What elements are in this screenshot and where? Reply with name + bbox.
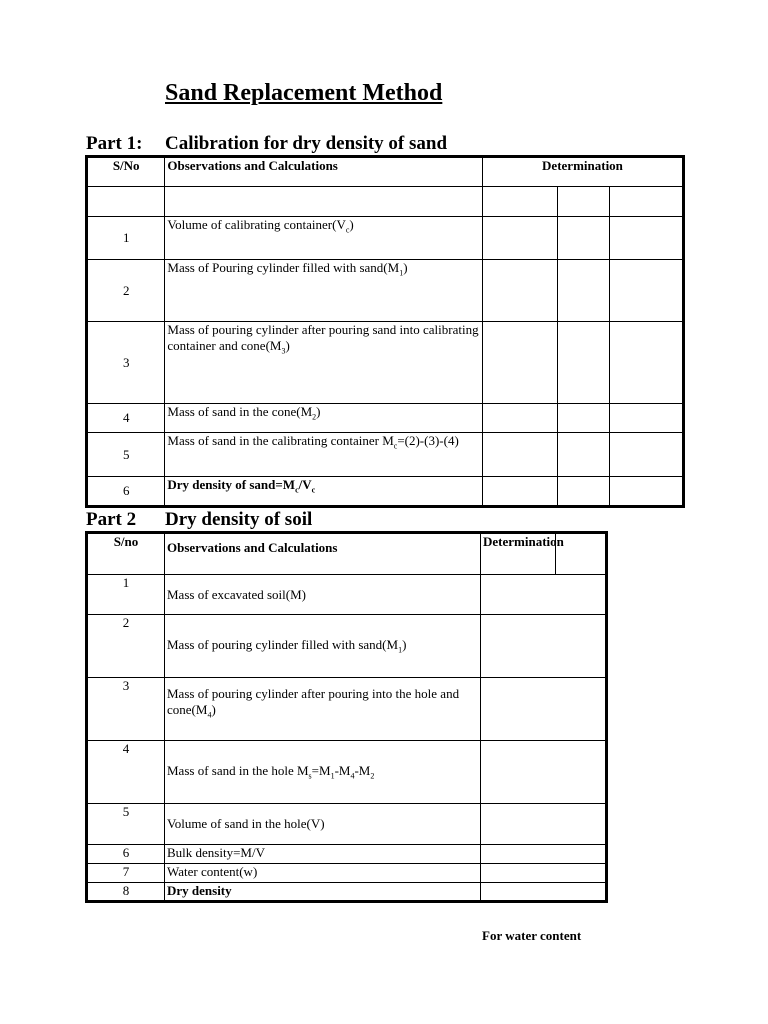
row-text: Volume of calibrating $container(V_c)$ xyxy=(165,217,483,260)
value-cell[interactable] xyxy=(609,217,683,260)
part2-heading xyxy=(86,509,686,533)
row-text: Mass of sand in the $cone(M_2)$ xyxy=(165,404,483,433)
value-cell[interactable] xyxy=(481,615,607,678)
table-row xyxy=(87,615,607,678)
header-sno: S/No xyxy=(87,157,165,187)
value-cell[interactable] xyxy=(482,433,557,477)
row-text: Mass of Pouring cylinder filled with $sand(M_1)$ xyxy=(165,260,483,322)
value-cell[interactable] xyxy=(481,883,607,902)
row-sno: 2 xyxy=(87,260,165,322)
value-cell[interactable] xyxy=(558,260,609,322)
row-text: Water content(w) xyxy=(165,864,481,883)
header-sno: S/no xyxy=(87,533,165,575)
part2-number: Part 2 xyxy=(86,509,137,530)
row-text: Mass of excavated soil(M) xyxy=(165,575,481,615)
row-sno: 6 xyxy=(87,845,165,864)
value-cell[interactable] xyxy=(609,260,683,322)
table-row xyxy=(87,741,607,804)
value-cell[interactable] xyxy=(558,477,609,507)
row-text: Mass of pouring cylinder filled with $sand(M_1)$ xyxy=(165,615,481,678)
header-observations: Observations and Calculations xyxy=(165,157,483,187)
value-cell[interactable] xyxy=(482,217,557,260)
blank-cell xyxy=(558,187,609,217)
header-observations: Observations and Calculations xyxy=(165,533,481,575)
value-cell[interactable] xyxy=(609,404,683,433)
row-text: Mass of pouring cylinder after pouring into the hole and $cone(M_4)$ xyxy=(165,678,481,741)
table-row xyxy=(87,804,607,845)
part2-title: Dry density of soil xyxy=(165,509,313,530)
value-cell[interactable] xyxy=(482,260,557,322)
table-row xyxy=(87,404,684,433)
blank-cell xyxy=(165,187,483,217)
table-row xyxy=(87,575,607,615)
table-row xyxy=(87,864,607,883)
calibration-table xyxy=(85,155,685,508)
value-cell[interactable] xyxy=(482,404,557,433)
row-sno: 3 xyxy=(87,322,165,404)
row-sno: 1 xyxy=(87,575,165,615)
part1-title: Calibration for dry density of sand xyxy=(165,133,448,154)
row-sno: 6 xyxy=(87,477,165,507)
row-text: Bulk density=M/V xyxy=(165,845,481,864)
row-sno: 3 xyxy=(87,678,165,741)
table-row xyxy=(87,217,684,260)
value-cell[interactable] xyxy=(481,804,607,845)
table-row xyxy=(87,678,607,741)
row-sno: 1 xyxy=(87,217,165,260)
page-title: Sand Replacement Method xyxy=(165,80,443,106)
dry-density-table xyxy=(85,531,608,903)
row-sno: 7 xyxy=(87,864,165,883)
value-cell[interactable] xyxy=(481,575,607,615)
value-cell[interactable] xyxy=(481,678,607,741)
value-cell[interactable] xyxy=(558,322,609,404)
header-determination: Determination xyxy=(481,533,556,575)
table-row xyxy=(87,845,607,864)
value-cell[interactable] xyxy=(482,477,557,507)
value-cell[interactable] xyxy=(558,217,609,260)
row-sno: 4 xyxy=(87,404,165,433)
row-text: Dry density xyxy=(165,883,481,902)
value-cell[interactable] xyxy=(609,433,683,477)
table-row xyxy=(87,322,684,404)
part1-number: Part 1: xyxy=(86,133,143,154)
value-cell[interactable] xyxy=(558,404,609,433)
row-text: Mass of sand in the hole $M_s=M_1-M_4-M_2$ xyxy=(165,741,481,804)
water-content-note: For water content xyxy=(482,928,582,943)
row-sno: 8 xyxy=(87,883,165,902)
table-row xyxy=(87,433,684,477)
row-text: Volume of sand in the hole(V) xyxy=(165,804,481,845)
row-sno: 5 xyxy=(87,433,165,477)
row-text: Mass of sand in the calibrating container $M_c=(2)-(3)-(4)$ xyxy=(165,433,483,477)
row-sno: 4 xyxy=(87,741,165,804)
value-cell[interactable] xyxy=(482,322,557,404)
value-cell[interactable] xyxy=(609,477,683,507)
row-text: Mass of pouring cylinder after pouring sand into calibrating container and $cone(M_3)$ xyxy=(165,322,483,404)
row-text: Dry density of $sand=M_c/V_c$ xyxy=(165,477,483,507)
blank-cell xyxy=(609,187,683,217)
value-cell[interactable] xyxy=(481,845,607,864)
blank-cell xyxy=(482,187,557,217)
table-row xyxy=(87,260,684,322)
header-determination: Determination xyxy=(482,157,683,187)
table-row xyxy=(87,477,684,507)
value-cell[interactable] xyxy=(481,864,607,883)
value-cell[interactable] xyxy=(609,322,683,404)
value-cell[interactable] xyxy=(558,433,609,477)
part1-heading xyxy=(86,133,686,157)
blank-cell xyxy=(87,187,165,217)
row-sno: 2 xyxy=(87,615,165,678)
value-cell[interactable] xyxy=(481,741,607,804)
row-sno: 5 xyxy=(87,804,165,845)
table-row xyxy=(87,883,607,902)
